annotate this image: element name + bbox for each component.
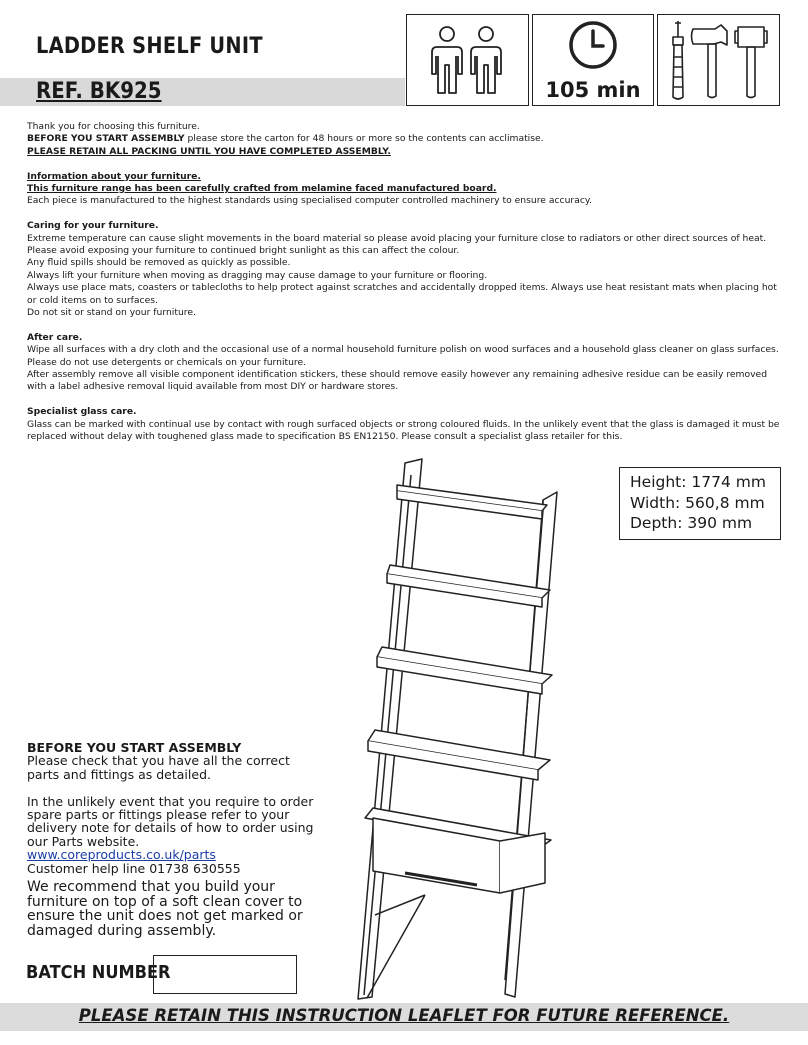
dimension-depth: Depth: 390 mm (630, 514, 753, 532)
clock-icon (533, 15, 653, 75)
info-heading: Information about your furniture. (27, 170, 201, 182)
care-line: Extreme temperature can cause slight movements in the board material so please avoid placing your furniture close to radiators or other direct sources of heat. (27, 232, 767, 244)
recommendation-text: We recommend that you build your furniture on top of a soft clean cover to ensure the unit does not get marked or damaged during assembly. (27, 879, 303, 939)
care-line: Always use place mats, coasters or tablecloths to help protect against scratches and accidentally dropped items. Always use heat resistant mats when placing hot or cold items on to surfaces. (27, 282, 777, 306)
assembly-time: 105 min (545, 78, 641, 102)
glass-care-line: Glass can be marked with continual use by contact with rough surfaced objects or strong coloured fluids. In the unlikely event that the glass is damaged it must be replaced without delay with toughened glass made to specification BS EN12150. Please consult a specialist glass retailer for this. (27, 418, 780, 443)
two-person-icon (407, 15, 528, 105)
help-line: Customer help line 01738 630555 (27, 860, 241, 876)
intro-before-text: please store the carton for 48 hours or more so the contents can acclimatise. (184, 133, 544, 145)
after-care-line: Wipe all surfaces with a dry cloth and the occasional use of a normal household furniture polish on wood surfaces and a household glass cleaner on glass surfaces. (27, 344, 779, 356)
care-line: Any fluid spills should be removed as quickly as possible. (27, 257, 291, 269)
footer-notice: PLEASE RETAIN THIS INSTRUCTION LEAFLET FOR FUTURE REFERENCE. (78, 1006, 730, 1025)
after-care-line: Please do not use detergents or chemicals on your furniture. (27, 356, 307, 368)
assembly-heading: BEFORE YOU START ASSEMBLY (27, 740, 242, 755)
care-line: Do not sit or stand on your furniture. (27, 307, 196, 319)
intro-text (27, 121, 787, 456)
assembly-note (27, 741, 317, 888)
people-box (406, 14, 529, 106)
care-line: Always lift your furniture when moving as dragging may cause damage to your furniture or flooring. (27, 269, 488, 281)
info-line1: This furniture range has been carefully crafted from melamine faced manufactured board. (27, 183, 497, 195)
dimensions-box (619, 467, 781, 540)
care-line: Please avoid exposing your furniture to continued bright sunlight as this can affect the colour. (27, 245, 460, 257)
ladder-shelf-illustration (355, 455, 570, 1000)
after-care-heading: After care. (27, 331, 83, 343)
reference-number: REF. BK925 (36, 79, 162, 104)
dimension-width: Width: 560,8 mm (630, 493, 765, 512)
batch-number-label: BATCH NUMBER (26, 962, 171, 983)
parts-website-link[interactable]: www.coreproducts.co.uk/parts (27, 847, 216, 863)
spare-parts-text: In the unlikely event that you require to order spare parts or fittings please refer to your delivery note for details of how to order using our Parts website. (27, 793, 314, 849)
tools-icon (658, 15, 779, 105)
dimension-height: Height: 1774 mm (630, 473, 766, 491)
glass-care-heading: Specialist glass care. (27, 406, 137, 418)
info-line2: Each piece is manufactured to the highest standards using specialised computer controlled machinery to ensure accuracy. (27, 195, 592, 207)
document-title: LADDER SHELF UNIT (36, 34, 263, 59)
care-heading: Caring for your furniture. (27, 220, 159, 232)
intro-thanks: Thank you for choosing this furniture. (27, 121, 200, 132)
tools-box (657, 14, 780, 106)
intro-retain-packing: PLEASE RETAIN ALL PACKING UNTIL YOU HAVE COMPLETED ASSEMBLY. (27, 145, 391, 157)
assembly-check-text: Please check that you have all the correct parts and fittings as detailed. (27, 753, 290, 782)
batch-number-box (153, 955, 297, 994)
intro-before-label: BEFORE YOU START ASSEMBLY (27, 133, 185, 145)
after-care-line: After assembly remove all visible component identification stickers, these should remove easily however any remaining adhesive residue can be easily removed with a label adhesive removal liquid available from most DIY or hardware stores. (27, 369, 768, 393)
